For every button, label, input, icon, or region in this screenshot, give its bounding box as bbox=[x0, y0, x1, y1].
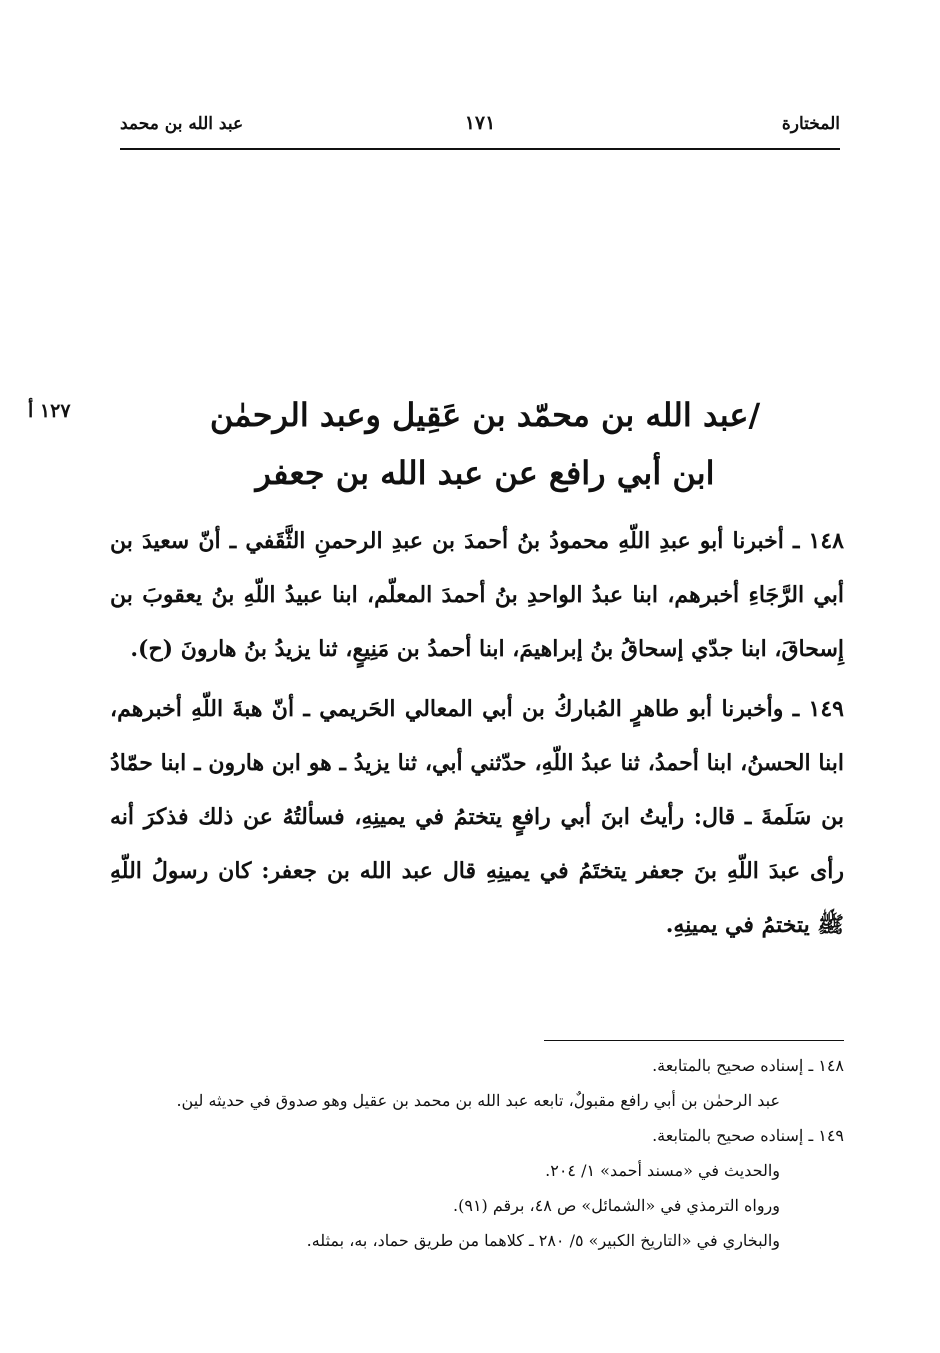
footnote-line: والبخاري في «التاريخ الكبير» ٥/ ٢٨٠ ـ كلاهما من طريق حماد، به، بمثله. bbox=[306, 1231, 780, 1250]
manuscript-folio-note: ١٢٧ أ bbox=[28, 400, 71, 422]
chapter-title-line-2: ابن أبي رافع عن عبد الله بن جعفر bbox=[255, 454, 715, 492]
hadith-149 bbox=[110, 682, 844, 952]
footnote-line: ١٤٩ ـ إسناده صحيح بالمتابعة. bbox=[652, 1126, 844, 1145]
footnote-line: ورواه الترمذي في «الشمائل» ص ٤٨، برقم (٩١). bbox=[453, 1196, 780, 1215]
hadith-148 bbox=[110, 514, 844, 676]
footnote-line: والحديث في «مسند أحمد» ١/ ٢٠٤. bbox=[545, 1161, 780, 1180]
running-head-section: عبد الله بن محمد bbox=[120, 114, 244, 134]
chapter-title bbox=[150, 386, 820, 502]
header-divider bbox=[120, 148, 840, 150]
footnote-line: ١٤٨ ـ إسناده صحيح بالمتابعة. bbox=[652, 1056, 844, 1075]
hadith-number: ١٤٩ bbox=[808, 696, 844, 722]
footnote-divider bbox=[544, 1040, 844, 1041]
chapter-title-line-1: /عبد الله بن محمّد بن عَقِيل وعبد الرحمٰن bbox=[209, 396, 761, 434]
page-number: ١٧١ bbox=[464, 112, 496, 134]
running-head bbox=[120, 114, 840, 144]
main-text bbox=[110, 514, 844, 958]
hadith-number: ١٤٨ bbox=[808, 528, 844, 554]
footnotes bbox=[112, 1048, 844, 1258]
hadith-text: ـ وأخبرنا أبو طاهرٍ المُباركُ بن أبي المعالي الحَريمي ـ أنّ هبةَ اللّهِ أخبرهم، ابنا الحسنُ، ابنا أحمدُ، ثنا عبدُ اللّهِ، حدّثني أبي، ثنا يزيدُ ـ هو ابن هارون ـ ابنا حمّادُ بن سَلَمةَ ـ قال: رأيتُ ابنَ أبي رافعٍ يتختمُ في يمينِهِ، فسألتُهُ عن ذلك فذكرَ أنه رأى عبدَ اللّهِ بنَ جعفر يتختَمُ في يمينِهِ قال عبد الله بن جعفر: كان رسولُ اللّهِ ﷺ يتختمُ في يمينِهِ. bbox=[110, 696, 845, 938]
hadith-text: ـ أخبرنا أبو عبدِ اللّهِ محمودُ بنُ أحمدَ بن عبدِ الرحمنِ الثَّقَفي ـ أنّ سعيدَ بن أبي الرَّجَاءِ أخبرهم، ابنا عبدُ الواحدِ بنُ أحمدَ المعلّم، ابنا عبيدُ اللّهِ بنُ يعقوبَ بن إِسحاقَ، ابنا جدّي إسحاقُ بنُ إبراهيمَ، ابنا أحمدُ بن مَنِيعٍ، ثنا يزيدُ بنُ هارونَ (ح). bbox=[110, 528, 844, 662]
running-head-book-title: المختارة bbox=[781, 114, 840, 134]
footnote-line: عبد الرحمٰن بن أبي رافع مقبولٌ، تابعه عبد الله بن محمد بن عقيل وهو صدوق في حديثه لين. bbox=[176, 1091, 780, 1110]
